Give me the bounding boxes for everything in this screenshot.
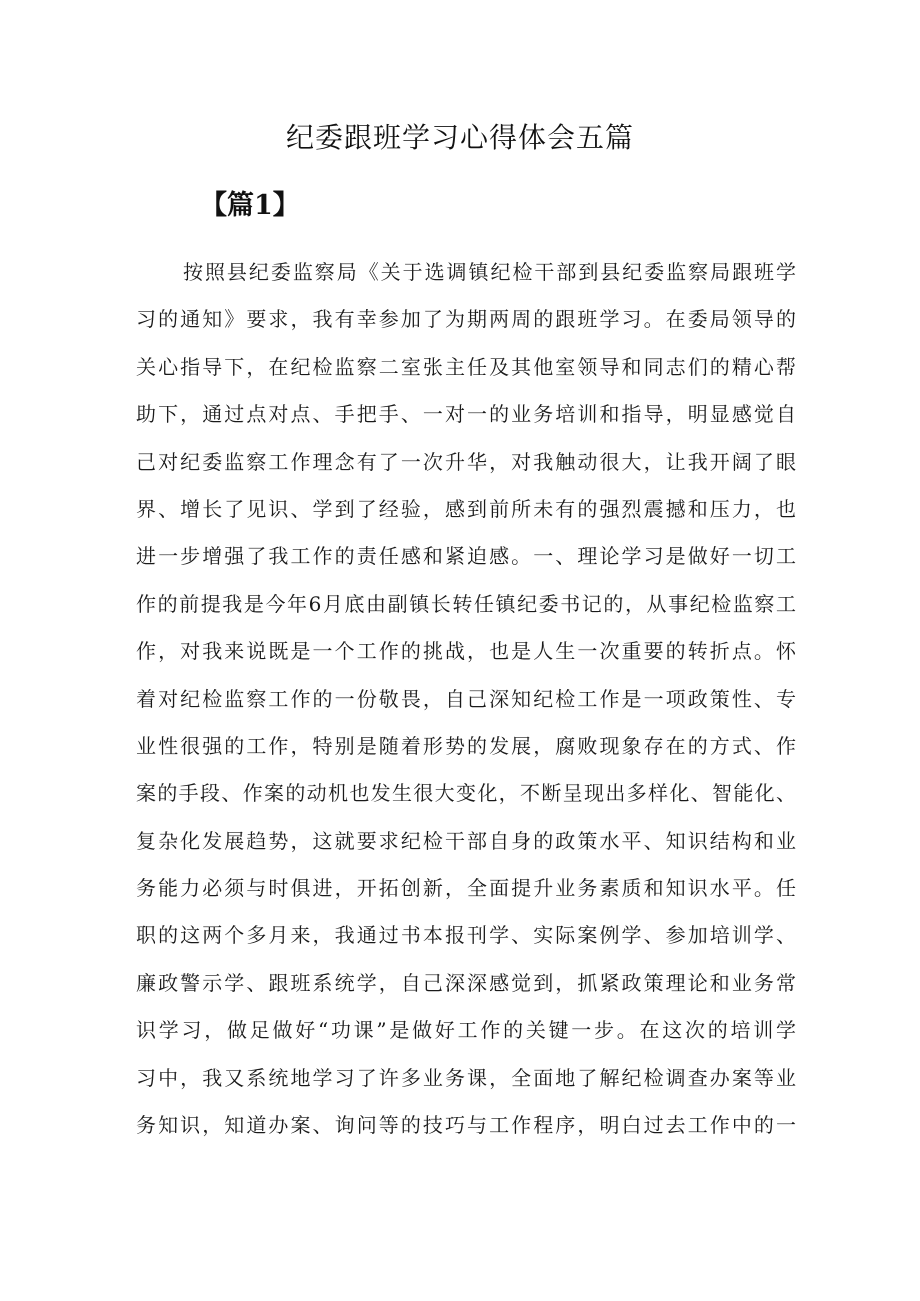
body-line: 复杂化发展趋势，这就要求纪检干部自身的政策水平、知识结构和业 [136,828,796,853]
body-line: 着对纪检监察工作的一份敬畏，自己深知纪检工作是一项政策性、专 [136,686,796,711]
body-line: 职的这两个多月来，我通过书本报刊学、实际案例学、参加培训学、 [136,923,796,948]
section-heading: 【篇1】 [200,190,300,221]
body-line: 作，对我来说既是一个工作的挑战，也是人生一次重要的转折点。怀 [136,639,796,664]
body-line: 习中，我又系统地学习了许多业务课，全面地了解纪检调查办案等业 [136,1065,796,1090]
body-line: 作的前提我是今年6月底由副镇长转任镇纪委书记的，从事纪检监察工 [136,591,796,616]
body-line: 业性很强的工作，特别是随着形势的发展，腐败现象存在的方式、作 [136,733,796,758]
body-line: 助下，通过点对点、手把手、一对一的业务培训和指导，明显感觉自 [136,402,796,427]
body-line: 己对纪委监察工作理念有了一次升华，对我触动很大，让我开阔了眼 [136,449,796,474]
body-line: 关心指导下，在纪检监察二室张主任及其他室领导和同志们的精心帮 [136,354,796,379]
body-line: 按照县纪委监察局《关于选调镇纪检干部到县纪委监察局跟班学 [183,260,796,284]
body-line: 界、增长了见识、学到了经验，感到前所未有的强烈震撼和压力，也 [136,496,796,521]
body-line: 进一步增强了我工作的责任感和紧迫感。一、理论学习是做好一切工 [136,544,796,569]
body-line: 廉政警示学、跟班系统学，自己深深感觉到，抓紧政策理论和业务常 [136,970,796,995]
document-title: 纪委跟班学习心得体会五篇 [285,121,634,154]
body-line: 识学习，做足做好“功课”是做好工作的关键一步。在这次的培训学 [136,1018,796,1043]
body-line: 务知识，知道办案、询问等的技巧与工作程序，明白过去工作中的一 [136,1113,796,1138]
body-line: 习的通知》要求，我有幸参加了为期两周的跟班学习。在委局领导的 [136,307,796,332]
body-paragraph [136,252,796,1152]
body-line: 案的手段、作案的动机也发生很大变化，不断呈现出多样化、智能化、 [136,781,796,806]
body-line: 务能力必须与时俱进，开拓创新，全面提升业务素质和知识水平。任 [136,876,796,901]
